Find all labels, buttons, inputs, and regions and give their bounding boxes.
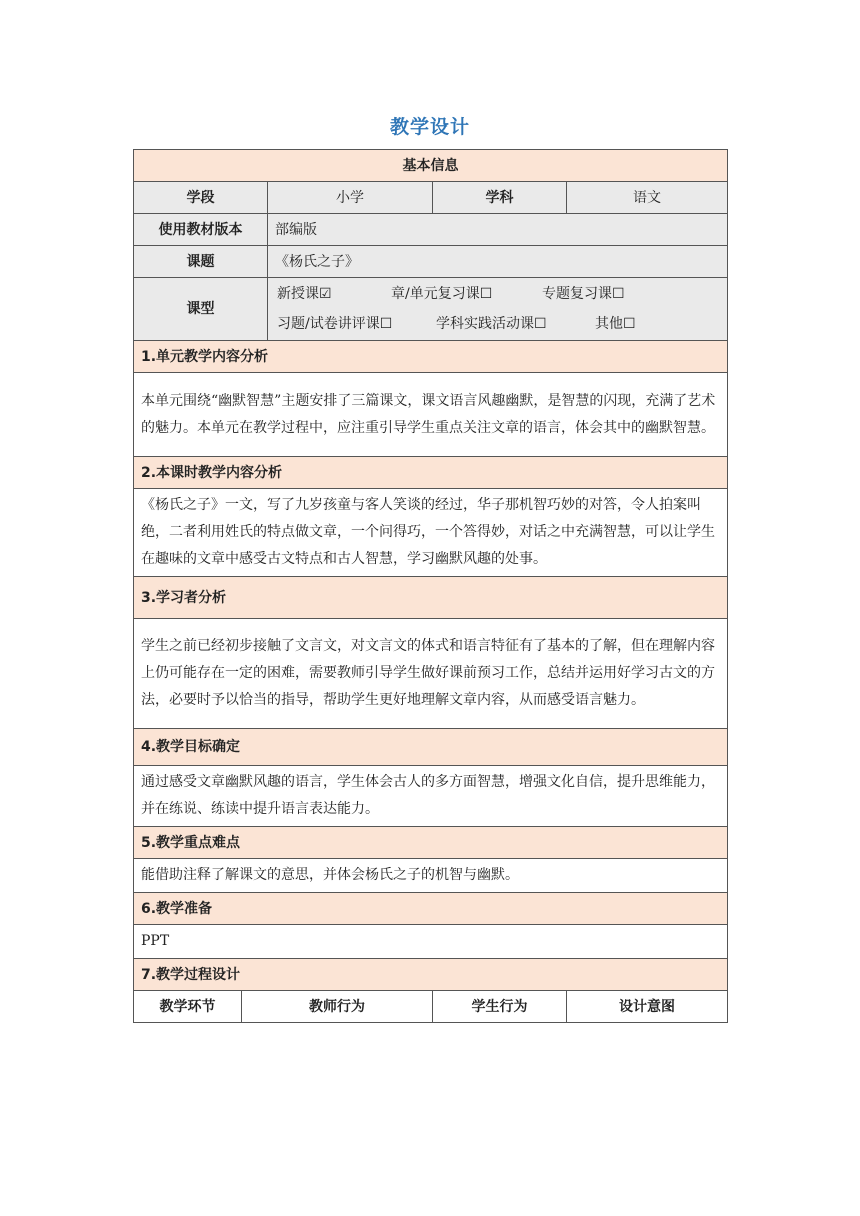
process-column-header: 教学环节 <box>134 991 242 1023</box>
edition-value: 部编版 <box>268 214 728 246</box>
section-text: 能借助注释了解课文的意思，并体会杨氏之子的机智与幽默。 <box>134 859 728 893</box>
basic-info-header: 基本信息 <box>134 150 728 182</box>
type-option-topic-review: 专题复习课☐ <box>542 286 625 302</box>
type-option-other: 其他☐ <box>595 316 636 332</box>
section-heading: 7.教学过程设计 <box>134 959 728 991</box>
process-column-header: 学生行为 <box>433 991 567 1023</box>
course-type-row-1 <box>277 279 718 309</box>
section-heading: 4.教学目标确定 <box>134 729 728 766</box>
section-heading: 2.本课时教学内容分析 <box>134 457 728 489</box>
section-heading: 5.教学重点难点 <box>134 827 728 859</box>
section-text: 本单元围绕“幽默智慧”主题安排了三篇课文，课文语言风趣幽默，是智慧的闪现，充满了艺术的魅力。本单元在教学过程中，应注重引导学生重点关注文章的语言，体会其中的幽默智慧。 <box>134 373 728 457</box>
topic-value: 《杨氏之子》 <box>268 246 728 278</box>
type-option-unit-review: 章/单元复习课☐ <box>391 286 493 302</box>
subject-label: 学科 <box>433 182 567 214</box>
type-option-exercise: 习题/试卷讲评课☐ <box>277 316 393 332</box>
process-column-header: 设计意图 <box>567 991 728 1023</box>
section-heading: 1.单元教学内容分析 <box>134 341 728 373</box>
page-title: 教学设计 <box>389 116 470 138</box>
stage-value: 小学 <box>268 182 433 214</box>
edition-label: 使用教材版本 <box>134 214 268 246</box>
process-column-header: 教师行为 <box>242 991 433 1023</box>
subject-value: 语文 <box>567 182 728 214</box>
type-option-new: 新授课☑ <box>277 286 332 302</box>
section-text: PPT <box>134 925 728 959</box>
type-option-practice: 学科实践活动课☐ <box>436 316 547 332</box>
section-heading: 3.学习者分析 <box>134 577 728 619</box>
course-type-row-2 <box>277 309 718 339</box>
section-heading: 6.教学准备 <box>134 893 728 925</box>
stage-label: 学段 <box>134 182 268 214</box>
section-text: 《杨氏之子》一文，写了九岁孩童与客人笑谈的经过，华子那机智巧妙的对答，令人拍案叫绝，二者利用姓氏的特点做文章，一个问得巧，一个答得妙，对话之中充满智慧，可以让学生在趣味的文章中感受古文特点和古人智慧，学习幽默风趣的处事。 <box>134 489 728 577</box>
topic-label: 课题 <box>134 246 268 278</box>
section-text: 学生之前已经初步接触了文言文，对文言文的体式和语言特征有了基本的了解，但在理解内容上仍可能存在一定的困难，需要教师引导学生做好课前预习工作，总结并运用好学习古文的方法，必要时予以恰当的指导，帮助学生更好地理解文章内容，从而感受语言魅力。 <box>134 619 728 729</box>
type-label: 课型 <box>134 278 268 341</box>
section-text: 通过感受文章幽默风趣的语言，学生体会古人的多方面智慧，增强文化自信，提升思维能力，并在练说、练读中提升语言表达能力。 <box>134 766 728 827</box>
lesson-design-table <box>133 149 728 1023</box>
course-type-options <box>268 278 728 341</box>
